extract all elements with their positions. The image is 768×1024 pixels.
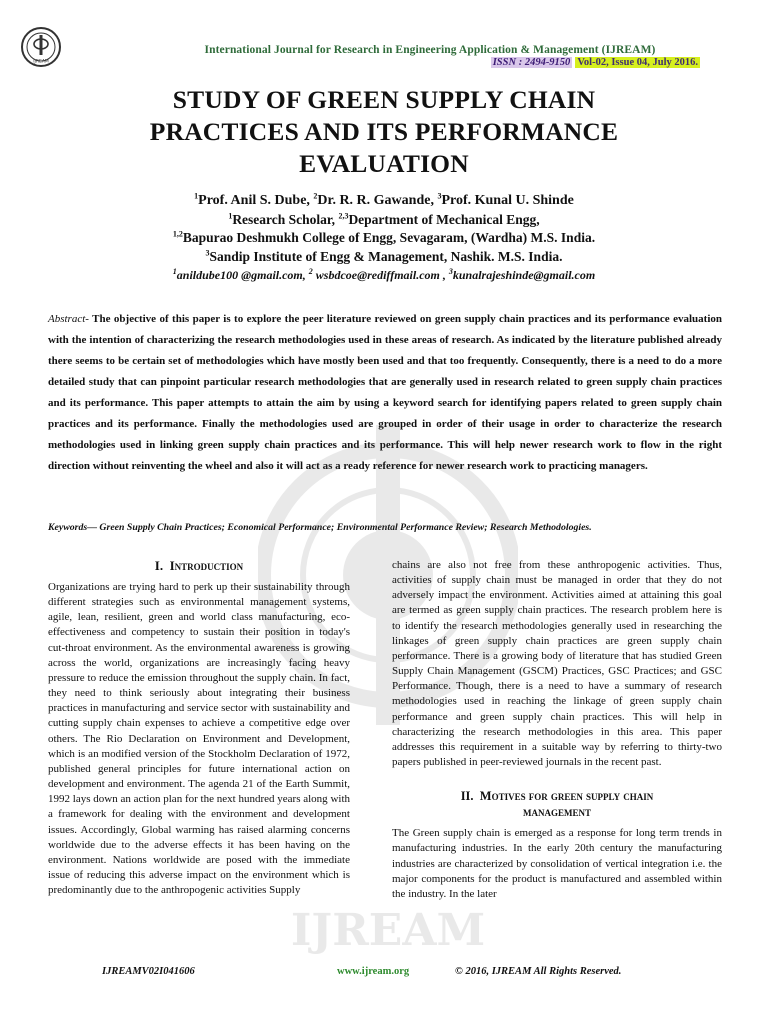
journal-logo-icon — [20, 26, 62, 68]
issn-badge: ISSN : 2494-9150 — [492, 57, 571, 68]
email-link[interactable]: wsbdcoe@rediffmail.com , — [312, 268, 449, 282]
footer-copyright: © 2016, IJREAM All Rights Reserved. — [455, 966, 622, 977]
author-block — [40, 192, 728, 285]
volume-badge: Vol-02, Issue 04, July 2016. — [577, 57, 698, 68]
footer-paper-id: IJREAMV02I041606 — [102, 966, 195, 977]
footer-url-link[interactable]: www.ijream.org — [337, 966, 410, 977]
title-line: EVALUATION — [299, 149, 469, 178]
abstract-label: Abstract- — [48, 313, 89, 325]
email-link[interactable]: anildube100 @gmail.com, — [176, 268, 309, 282]
abstract-body: The objective of this paper is to explore the peer literature reviewed on green supply chain practices and its performance evaluation with the intention of characterizing the research methodologies used in these areas of research. As indicated by the literature published already there seems to be certain set of methodologies which have mostly been used and that too frequently. Consequently, there is a need to do a more detailed study that can pinpoint particular research methodologies that are generally used in research related to green supply chain practices and its performance. This paper attempts to attain the aim by using a keyword search for identifying papers related to green supply chain practices and its performance. Finally the methodologies used are grouped in order of their usage in order to characterize the research methodologies used in linking green supply chain practices and its performance. This will help newer research work to flow in the right direction without reinventing the wheel and also it will act as a ready reference for newer research work to practicing managers. — [48, 313, 722, 472]
author-names: $^1$Prof. Anil S. Dube, $^2$Dr. R. R. Gawande, $^3$Prof. Kunal U. Shinde — [194, 191, 574, 208]
email-link[interactable]: kunalrajeshinde@gmail.com — [452, 268, 596, 282]
author-name: Prof. Kunal U. Shinde — [441, 193, 574, 208]
abstract — [48, 309, 722, 477]
author-name: Prof. Anil S. Dube, — [198, 193, 314, 208]
section-heading-introduction: I. Introduction — [154, 558, 244, 573]
logo-text: IJREAM — [33, 59, 49, 65]
title-line: PRACTICES AND ITS PERFORMANCE — [149, 117, 619, 146]
watermark-text: IJREAM — [290, 905, 486, 956]
left-column — [48, 558, 350, 898]
paper-title — [70, 84, 698, 180]
author-emails: $^1$anildube100 @gmail.com, $^2$ wsbdcoe@rediffmail.com , $^3$kunalrajeshinde@gmail.com — [172, 267, 596, 282]
section-heading-motives: II. Motives for green supply chain management — [460, 789, 654, 820]
keywords: Keywords— Green Supply Chain Practices; Economical Performance; Environmental Performance Review; Research Methodologies. — [48, 522, 592, 533]
affiliation-line: $^3$Sandip Institute of Engg & Management, Nashik. M.S. India. — [205, 248, 563, 264]
affiliation-line: $^1$Research Scholar, $^{2,3}$Department of Mechanical Engg, — [228, 211, 540, 227]
motives-text: The Green supply chain is emerged as a response for long term trends in manufacturing industries. In the early 20th century the manufacturing industries are characterized by consolidation of vertical integration i.e. the major components for the product is manufactured and assembled within the industry. In the later — [392, 827, 722, 900]
affiliation-line: $^{1,2}$Bapurao Deshmukh College of Engg, Sevagaram, (Wardha) M.S. India. — [172, 229, 596, 245]
author-name: Dr. R. R. Gawande, — [317, 193, 438, 208]
right-column — [392, 558, 722, 902]
journal-name: International Journal for Research in Engineering Application & Management (IJREAM) — [204, 44, 656, 56]
issn-volume-line — [491, 57, 700, 68]
introduction-continuation: chains are also not free from these anthropogenic activities. Thus, activities of supply chain must be managed in order that they do not adversely impact the environment. Activities aimed at attaining this goal are termed as green supply chain practices. The research problem here is to identify the research methodologies generally used in researching the linkages of green supply chain practices are green supply chain performance. There is a growing body of literature that has studied Green Supply Chain Management (GSCM) Practices, GSC Practices; and GSC Performance. Though, there is a need to have a summary of research methodologies used in reaching the linkage of green supply chain performance and green supply chain practices. This will help in characterizing the research methodologies in this area. This paper addresses this requirement in a suitable way by referring to thirty-two papers published in peer-reviewed journals in the recent past. — [392, 559, 722, 769]
title-line: STUDY OF GREEN SUPPLY CHAIN — [172, 85, 596, 114]
introduction-text: Organizations are trying hard to perk up their sustainability through different strategies such as environmental management systems, agile, lean, resilient, green and world class manufacturing, eco-effectiveness and competency to sustain their position in today's cut-throat environment. As the environmental awareness is growing across the world, organizations are increasingly facing heavy pressure to reduce the emission throughout the supply chain. In fact, they need to think seriously about integrating their business practices in manufacturing and service sector with sustainability and cutting supply chain expenses to achieve a competitive edge over others. The Rio Declaration on Environment and Development, which is an modified version of the Stockholm Declaration of 1972, published general principles for future international action on development and environment. The agenda 21 of the Earth Summit, 1992 lays down an action plan for the next hundred years along with a framework for dealing with the environment and development issues. Accordingly, Global warming has raised alarming concerns worldwide due to the adverse effects it has been having on the environment. Nations worldwide are posed with the immediate issue of reducing this adverse impact on the environment which is predominantly due to the anthropogenic activities Supply — [48, 581, 350, 897]
